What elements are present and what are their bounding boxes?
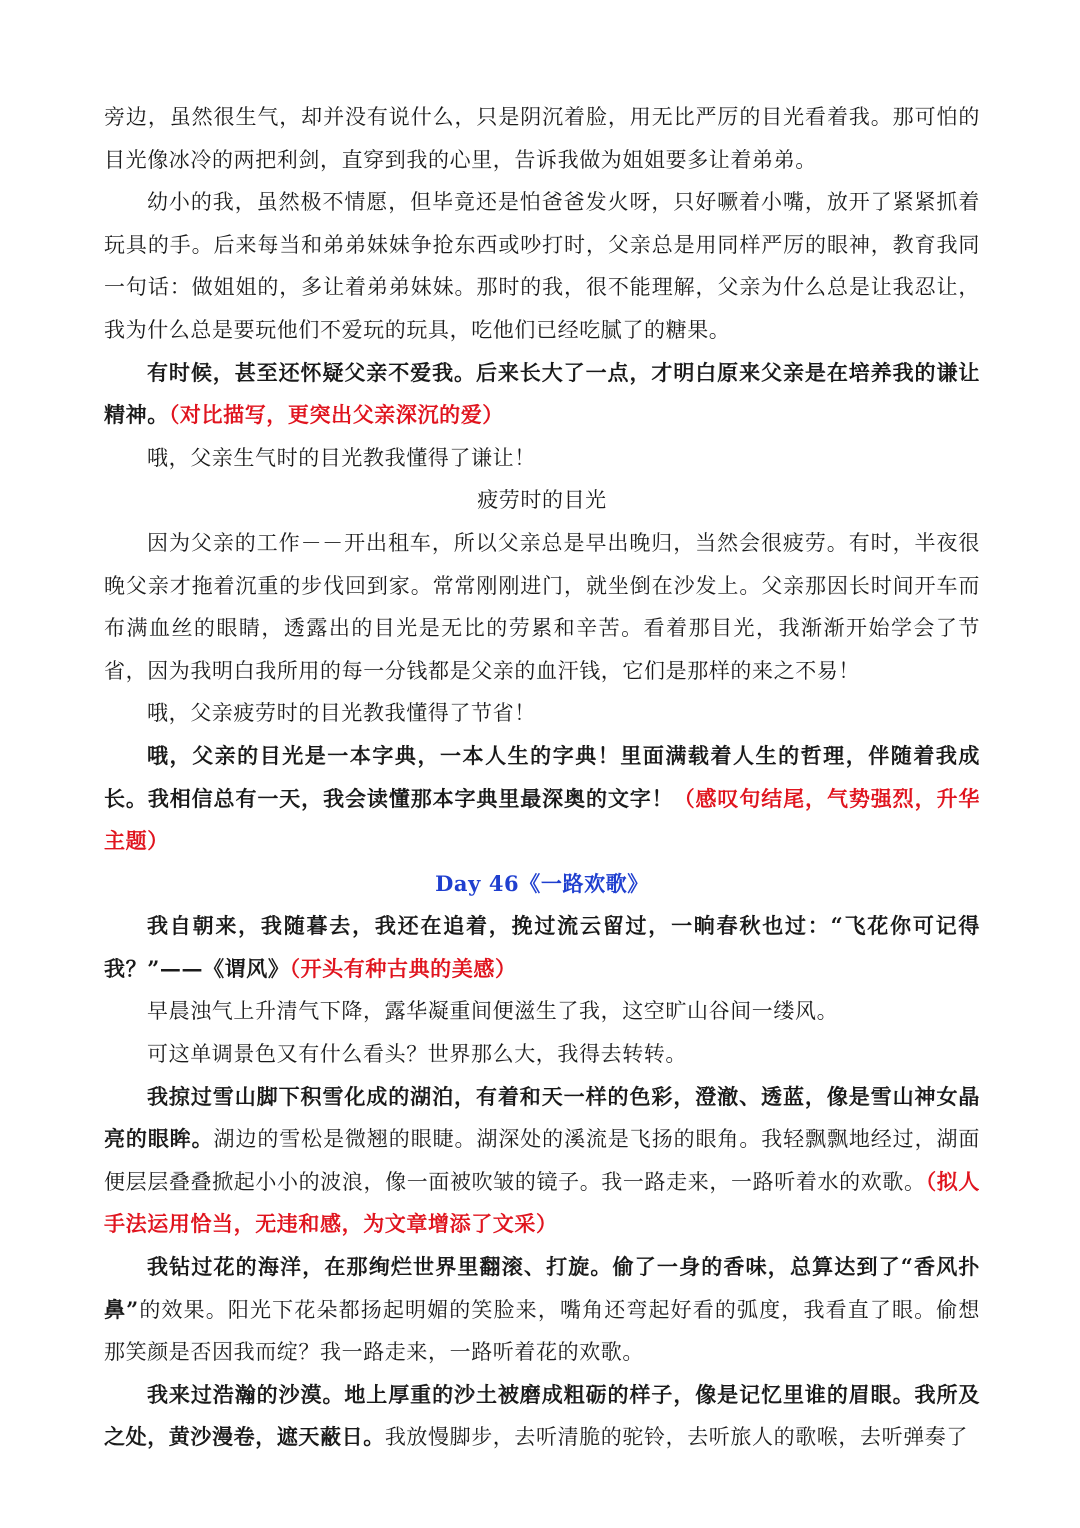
paragraph-8 — [104, 905, 980, 990]
comment-note-3: （开头有种古典的美感） — [289, 955, 517, 981]
paragraph-11-rest: 湖边的雪松是微翘的眼睫。湖深处的溪流是飞扬的眼角。我轻飘飘地经过，湖面便层层叠叠掀起小小的波浪，像一面被吹皱的镜子。我一路走来，一路听着水的欢歌。 — [104, 1127, 981, 1194]
paragraph-6: 哦，父亲疲劳时的目光教我懂得了节省！ — [147, 701, 536, 726]
paragraph-8-main: 我自朝来，我随暮去，我还在追着，挽过流云留过，一晌春秋也过：“飞花你可记得我？”——《谓风》 — [104, 913, 980, 981]
paragraph-3 — [104, 352, 980, 437]
section-subheading: 疲劳时的目光 — [477, 488, 607, 513]
paragraph-13 — [104, 1374, 980, 1459]
paragraph-13-rest: 我放慢脚步，去听清脆的驼铃，去听旅人的歌喉，去听弹奏了 — [384, 1425, 969, 1450]
paragraph-7-main: 哦，父亲的目光是一本字典，一本人生的字典！里面满载着人生的哲理，伴随着我成长。我相信总有一天，我会读懂那本字典里最深奥的文字！ — [104, 742, 980, 811]
comment-note-4: （拟人手法运用恰当，无违和感，为文章增添了文采） — [104, 1168, 981, 1237]
paragraph-12-rest: 的效果。阳光下花朵都扬起明媚的笑脸来，嘴角还弯起好看的弧度，我看直了眼。偷想那笑颜是否因我而绽？我一路走来，一路听着花的欢歌。 — [104, 1297, 981, 1365]
paragraph-11 — [104, 1076, 980, 1246]
paragraph-9: 早晨浊气上升清气下降，露华凝重间便滋生了我，这空旷山谷间一缕风。 — [147, 999, 839, 1024]
paragraph-3-main: 有时候，甚至还怀疑父亲不爱我。后来长大了一点，才明白原来父亲是在培养我的谦让精神。 — [104, 359, 980, 428]
paragraph-11-bold: 我掠过雪山脚下积雪化成的湖泊，有着和天一样的色彩，澄澈、透蓝，像是雪山神女晶亮的眼眸。 — [104, 1083, 980, 1152]
paragraph-1: 旁边，虽然很生气，却并没有说什么，只是阴沉着脸，用无比严厉的目光看着我。那可怕的目光像冰冷的两把利剑，直穿到我的心里，告诉我做为姐姐要多让着弟弟。 — [104, 105, 980, 172]
paragraph-5: 因为父亲的工作－－开出租车，所以父亲总是早出晚归，当然会很疲劳。有时，半夜很晚父亲才拖着沉重的步伐回到家。常常刚刚进门，就坐倒在沙发上。父亲那因长时间开车而布满血丝的眼睛，透露出的目光是无比的劳累和辛苦。看着那目光，我渐渐开始学会了节省，因为我明白我所用的每一分钱都是父亲的血汗钱，它们是那样的来之不易！ — [104, 530, 980, 683]
comment-note-2: （感叹句结尾，气势强烈，升华主题） — [104, 785, 980, 854]
paragraph-12 — [104, 1246, 980, 1374]
day-title: Day 46《一路欢歌》 — [435, 870, 649, 896]
paragraph-10: 可这单调景色又有什么看头？世界那么大，我得去转转。 — [147, 1042, 687, 1067]
paragraph-12-bold: 我钻过花的海洋，在那绚烂世界里翻滚、打旋。偷了一身的香味，总算达到了“香风扑鼻” — [104, 1254, 980, 1322]
paragraph-2: 幼小的我，虽然极不情愿，但毕竟还是怕爸爸发火呀，只好噘着小嘴，放开了紧紧抓着玩具的手。后来每当和弟弟妹妹争抢东西或吵打时，父亲总是用同样严厉的眼神，教育我同一句话：做姐姐的，多让着弟弟妹妹。那时的我，很不能理解，父亲为什么总是让我忍让，我为什么总是要玩他们不爱玩的玩具，吃他们已经吃腻了的糖果。 — [104, 190, 980, 342]
comment-note-1: （对比描写，更突出父亲深沉的爱） — [168, 402, 504, 428]
paragraph-13-bold: 我来过浩瀚的沙漠。地上厚重的沙土被磨成粗砺的样子，像是记忆里谁的眉眼。我所及之处，黄沙漫卷，遮天蔽日。 — [104, 1381, 980, 1450]
paragraph-4: 哦，父亲生气时的目光教我懂得了谦让！ — [147, 445, 536, 470]
paragraph-7 — [104, 735, 980, 863]
